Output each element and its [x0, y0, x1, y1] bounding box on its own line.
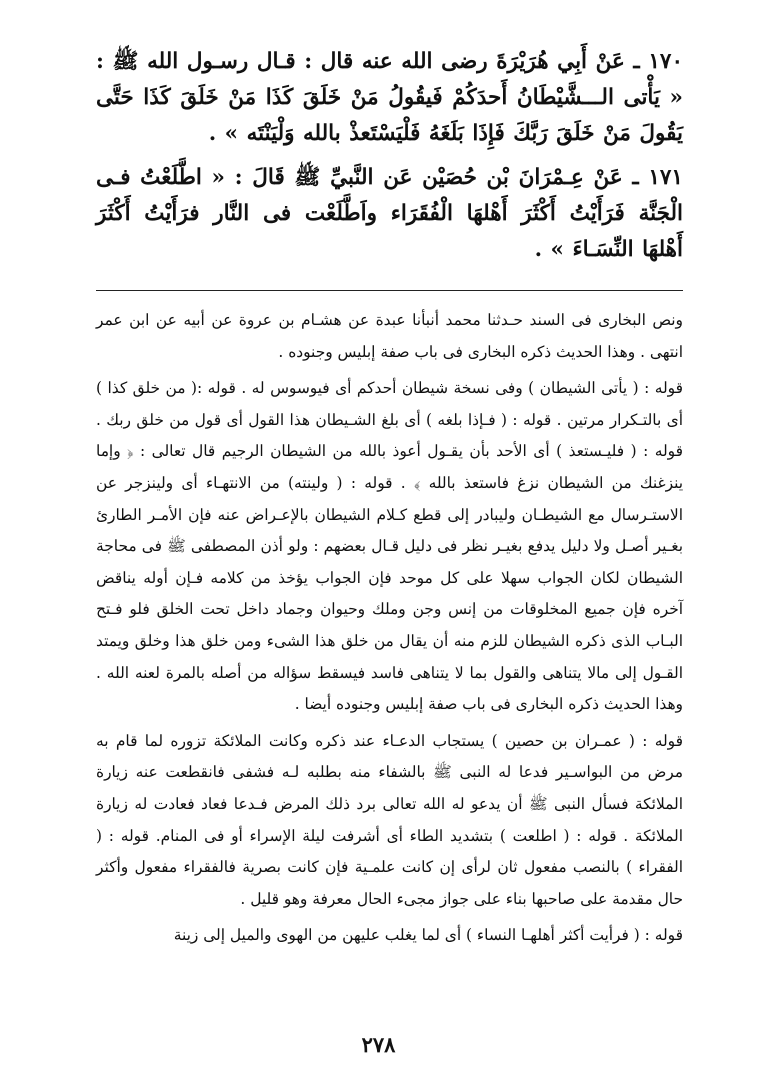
section-divider [96, 290, 683, 291]
hadith-number: ١٧٠ [648, 49, 683, 74]
commentary-paragraph: ونص البخارى فى السند حـدثنا محمد أنبأنا عبدة عن هشـام بن عروة عن أبيه عن ابن عمر انتهى . وهذا الحديث ذكره البخارى فى باب صفة إبليس وجنوده . [96, 311, 683, 361]
hadith-number: ١٧١ [648, 165, 683, 190]
commentary-paragraph: قوله : ( عمـران بن حصين ) يستجاب الدعـاء عند ذكره وكانت الملائكة تزوره لما قام به مرض من البواسـير فدعا له النبى ﷺ بالشفاء منه بطلبه لـه فشفى فانقطعت عنه زيارة الملائكة فسأل النبى ﷺ أن يدعو له الله تعالى برد ذلك المرض فـدعا فعاد فعادت له زيارة الملائكة . قوله : ( اطلعت ) بتشديد الطاء أى أشرفت ليلة الإسراء أو فى المنام. قوله : ( الفقراء ) بالنصب مفعول ثان لرأى إن كانت علمـية فإن كانت بصرية فالفقراء مفعول وأكثر حال مقدمة على صاحبها بناء على جواز مجىء الحال معرفة وهو قليل . [96, 731, 683, 908]
commentary-paragraph: قوله : ( يأتى الشيطان ) وفى نسخة شيطان أحدكم أى فيوسوس له . قوله :( من خلق كذا ) أى بالتـكرار مرتين . قوله : ( فـإذا بلغه ) أى بلغ الشـيطان هذا القول أى قول من خلق ربك . قوله : ( فليـستعذ ) أى الأحد بأن يقـول أعوذ بالله من الشيطان الرجيم قال تعالى : ﴿ وإما ينزغنك من الشيطان نزغ فاستعذ بالله ﴾ . قوله : ( ولينته) من الانتهـاء أى ولينزجر عن الاستـرسال مع الشيطـان وليبادر إلى قطع كـلام الشيطان بالإعـراض عنه فإن الأمـر الطارئ بغـير أصـل ولا دليل يدفع بغيـر نظر فى دليل قـال بعضهم : ولو أذن المصطفى ﷺ فى محاجة الشيطان لكان الجواب سهلا على كل موحد فإن الجواب يؤخذ من كلامه فـإن أوله يناقض آخره فإن جميع المخلوقات من إنس وجن وملك وحيوان وجماد داخل تحت الخلق فلو فـتح البـاب الذى ذكره الشيطان للزم منه أن يقال من خلق هذا الشىء ومن خلق هذا وخلق ويمتد القـول إلى مالا يتناهى والقول بما لا يتناهى فاسد فيسقط سؤاله من أصله بالمرة لعنه الله . وهذا الحديث ذكره البخارى فى باب صفة إبليس وجنوده أيضا . [96, 379, 683, 714]
hadith-text: ـ عَنْ عِـمْرَانَ بْن حُصَيْن عَن النَّبيِّ ﷺ قَالَ : « اطَّلَعْتُ فـى الْجَنَّة فَرَأَيْتُ أَكْثَرَ أَهْلهَا الْفُقَرَاء واَطَّلَعْت فى النَّار فرَأَيْتُ أَكْثَرَ أَهْلهَا النِّسَـاءَ » . [96, 165, 683, 262]
hadith-170 [96, 44, 683, 152]
hadith-text: ـ عَنْ أَبِي هُرَيْرَةَ رضى الله عنه قال : قـال رسـول الله ﷺ : « يَأْتى الـــشَّيْطَانُ أَحدَكُمْ فَيقُولُ مَنْ خَلَقَ كَذَا مَنْ خَلَقَ كَذَا حَتَّى يَقُولَ مَنْ خَلَقَ رَبَّكَ فَإِذَا بَلَغَهُ فَلْيَسْتَعذْ بالله وَلْيَنْتَه » . [96, 49, 683, 146]
page-number: ٢٧٨ [361, 1032, 396, 1057]
commentary-paragraph: قوله : ( فرأيت أكثر أهلهـا النساء ) أى لما يغلب عليهن من الهوى والميل إلى زينة [173, 926, 683, 945]
hadith-171 [96, 160, 683, 268]
